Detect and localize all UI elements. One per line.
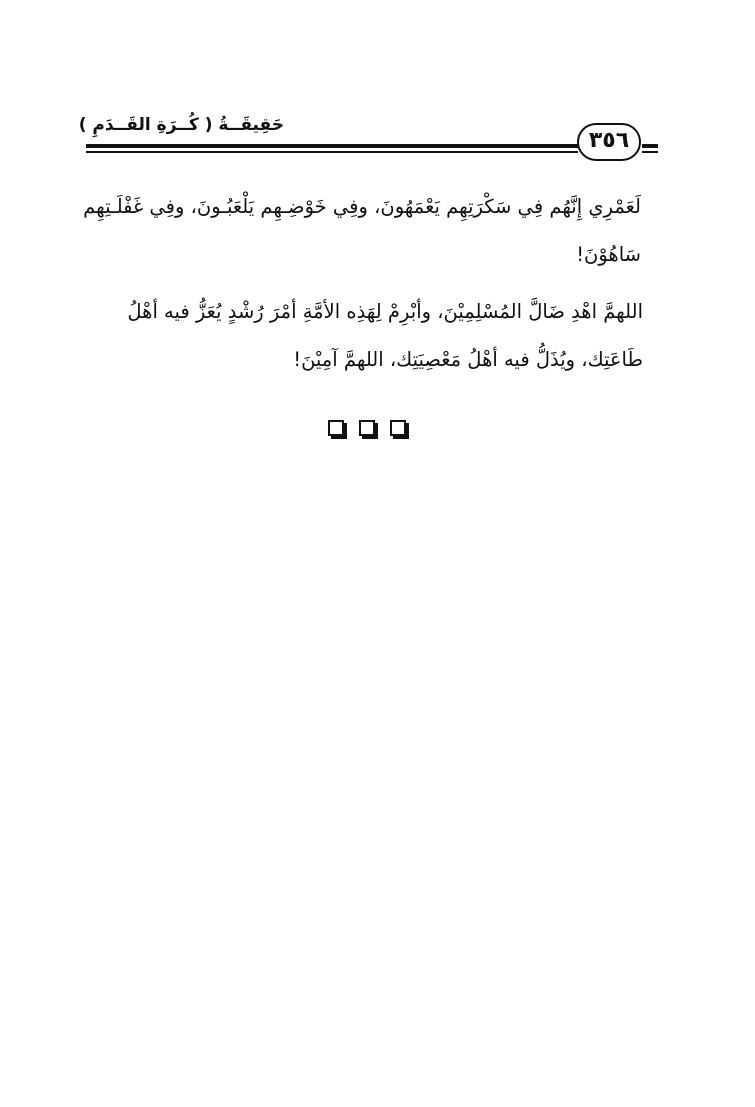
paragraph-line: طَاعَتِك، ويُذَلُّ فيه أهْلُ مَعْصِيَتِك، اللهمَّ آمِيْنَ! xyxy=(293,348,643,371)
square-ornament-icon xyxy=(359,420,375,436)
paragraph-2 xyxy=(103,288,643,384)
running-title: حَقِيقَــةُ ( كُــرَةِ القَــدَمِ ) xyxy=(78,115,284,135)
section-end-marks xyxy=(326,418,416,440)
square-ornament-icon xyxy=(390,420,406,436)
header-rule-thin xyxy=(86,151,578,153)
paragraph-line: لَعَمْرِي إِنَّهُم فِي سَكْرَتِهِم يَعْمَهُونَ، وفِي خَوْضِـهِم يَلْعَبُـونَ، وفِي غَفْلَـتِهِم xyxy=(83,195,641,218)
header-rule-thick xyxy=(86,144,578,148)
page-number: ٣٥٦ xyxy=(577,123,641,161)
header-rule-right-thin xyxy=(642,151,658,153)
paragraph-line: اللهمَّ اهْدِ ضَالَّ المُسْلِمِيْنَ، وأبْرِمْ لِهَذِه الأمَّةِ أمْرَ رُشْدٍ يُعَزُّ فيه أهْلُ xyxy=(127,300,643,323)
paragraph-line: سَاهُوْنَ! xyxy=(576,243,641,266)
header-rule-right-thick xyxy=(642,144,658,148)
square-ornament-icon xyxy=(328,420,344,436)
page-header xyxy=(78,104,658,164)
paragraph-1 xyxy=(83,183,641,279)
